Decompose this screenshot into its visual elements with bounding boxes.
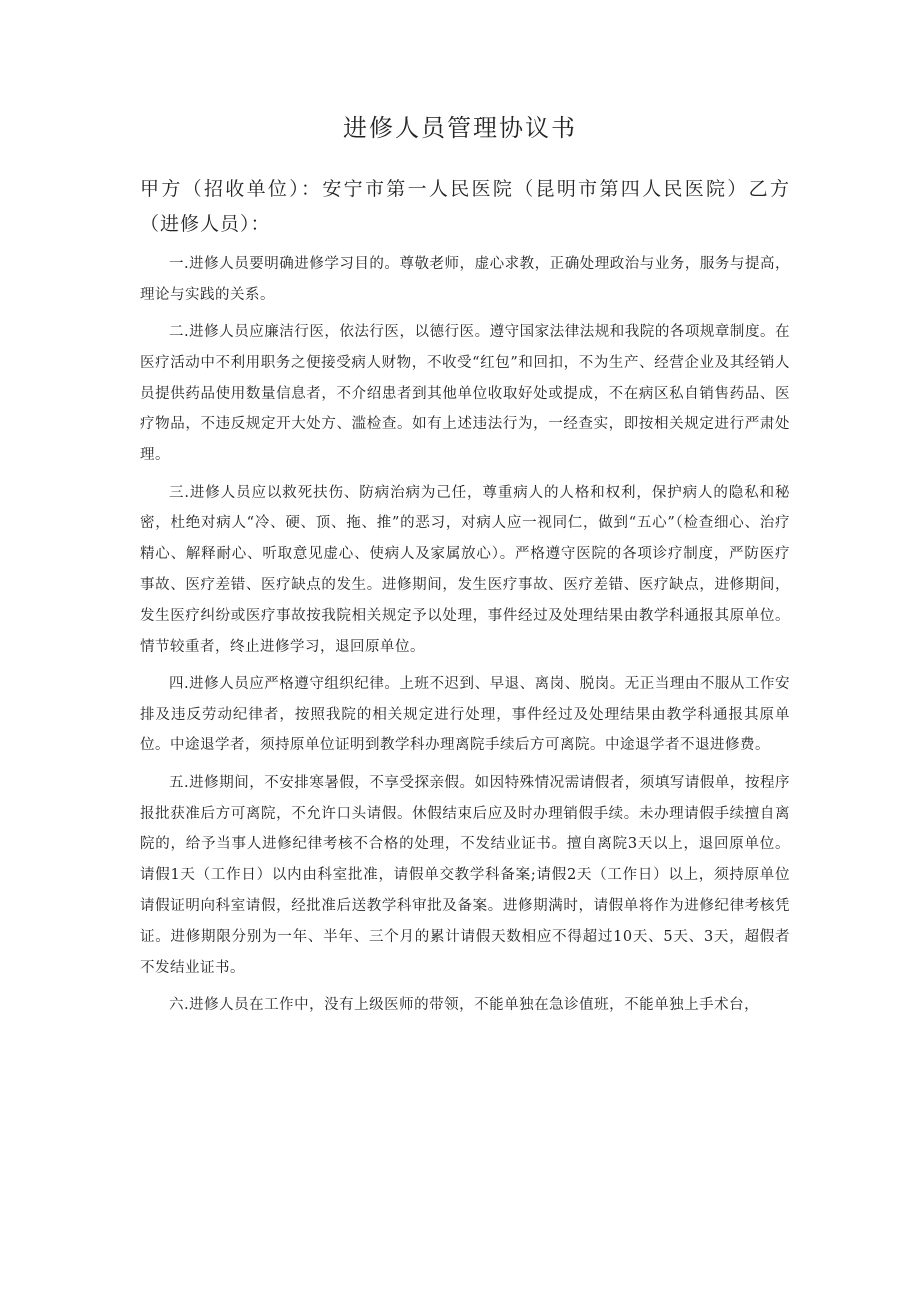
clause-4: 四.进修人员应严格遵守组织纪律。上班不迟到、早退、离岗、脱岗。无正当理由不服从工作安排及违反劳动纪律者，按照我院的相关规定进行处理，事件经过及处理结果由教学科通报其原单位。中途退学者，须持原单位证明到教学科办理离院手续后方可离院。中途退学者不退进修费。 [140, 675, 790, 754]
clause-3: 三.进修人员应以救死扶伤、防病治病为己任，尊重病人的人格和权利，保护病人的隐私和秘密，杜绝对病人“冷、硬、顶、拖、推”的恶习，对病人应一视同仁，做到“五心”（检查细心、治疗精心、解释耐心、听取意见虚心、使病人及家属放心）。严格遵守医院的各项诊疗制度，严防医疗事故、医疗差错、医疗缺点的发生。进修期间，发生医疗事故、医疗差错、医疗缺点，进修期间，发生医疗纠纷或医疗事故按我院相关规定予以处理，事件经过及处理结果由教学科通报其原单位。情节较重者，终止进修学习，退回原单位。 [140, 484, 790, 655]
clause-5: 五.进修期间，不安排寒暑假，不享受探亲假。如因特殊情况需请假者，须填写请假单，按程序报批获准后方可离院，不允许口头请假。休假结束后应及时办理销假手续。未办理请假手续擅自离院的，给予当事人进修纪律考核不合格的处理，不发结业证书。擅自离院3天以上，退回原单位。请假1天（工作日）以内由科室批准，请假单交教学科备案;请假2天（工作日）以上，须持原单位请假证明向科室请假，经批准后送教学科审批及备案。进修期满时，请假单将作为进修纪律考核凭证。进修期限分别为一年、半年、三个月的累计请假天数相应不得超过10天、5天、3天，超假者不发结业证书。 [140, 774, 790, 976]
clause-1: 一.进修人员要明确进修学习目的。尊敬老师，虚心求教，正确处理政治与业务，服务与提高，理论与实践的关系。 [140, 256, 790, 303]
document-title: 进修人员管理协议书 [343, 114, 577, 142]
parties-line: 甲方（招收单位）：安宁市第一人民医院（昆明市第四人民医院）乙方（进修人员）： [140, 178, 790, 235]
clause-6: 六.进修人员在工作中，没有上级医师的带领，不能单独在急诊值班，不能单独上手术台， [169, 996, 760, 1013]
clause-2: 二.进修人员应廉洁行医，依法行医，以德行医。遵守国家法律法规和我院的各项规章制度。在医疗活动中不利用职务之便接受病人财物，不收受“红包”和回扣，不为生产、经营企业及其经销人员提供药品使用数量信息者，不介绍患者到其他单位收取好处或提成，不在病区私自销售药品、医疗物品，不违反规定开大处方、滥检查。如有上述违法行为，一经查实，即按相关规定进行严肃处理。 [140, 324, 790, 464]
agreement-body [140, 249, 790, 1027]
